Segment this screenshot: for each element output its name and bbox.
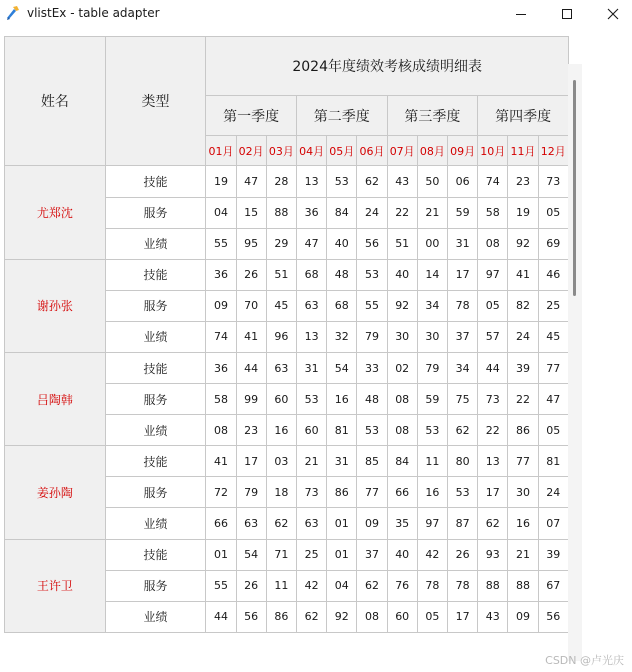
close-button[interactable] [590, 0, 632, 28]
score-cell[interactable]: 09 [206, 290, 236, 321]
category-cell[interactable]: 技能 [105, 259, 206, 290]
score-cell[interactable]: 69 [538, 228, 568, 259]
table-row[interactable] [5, 259, 569, 290]
score-cell[interactable]: 42 [417, 539, 447, 570]
score-cell[interactable]: 76 [387, 570, 417, 601]
score-cell[interactable]: 88 [478, 570, 508, 601]
person-name-cell[interactable]: 尤郑沈 [5, 166, 106, 259]
score-cell[interactable]: 77 [357, 477, 387, 508]
score-cell[interactable]: 11 [417, 446, 447, 477]
score-cell[interactable]: 66 [387, 477, 417, 508]
category-cell[interactable]: 服务 [105, 290, 206, 321]
score-cell[interactable]: 32 [327, 321, 357, 352]
score-cell[interactable]: 96 [266, 321, 296, 352]
score-cell[interactable]: 01 [327, 539, 357, 570]
score-cell[interactable]: 82 [508, 290, 538, 321]
score-cell[interactable]: 04 [327, 570, 357, 601]
score-cell[interactable]: 41 [508, 259, 538, 290]
score-cell[interactable]: 53 [296, 384, 326, 415]
score-cell[interactable]: 40 [327, 228, 357, 259]
score-cell[interactable]: 44 [236, 352, 266, 383]
score-cell[interactable]: 13 [296, 166, 326, 197]
score-cell[interactable]: 17 [448, 259, 478, 290]
score-cell[interactable]: 21 [417, 197, 447, 228]
score-cell[interactable]: 43 [387, 166, 417, 197]
quarter-header: 第二季度 [296, 96, 387, 136]
score-cell[interactable]: 08 [387, 384, 417, 415]
score-cell[interactable]: 11 [266, 570, 296, 601]
category-cell[interactable]: 业绩 [105, 508, 206, 539]
month-header: 08月 [417, 136, 447, 166]
scrollbar-thumb[interactable] [573, 80, 576, 296]
score-cell[interactable]: 99 [236, 384, 266, 415]
score-cell[interactable]: 77 [538, 352, 568, 383]
score-cell[interactable]: 63 [266, 352, 296, 383]
score-cell[interactable]: 33 [357, 352, 387, 383]
minimize-icon [515, 8, 527, 20]
score-cell[interactable]: 22 [478, 415, 508, 446]
score-cell[interactable]: 54 [327, 352, 357, 383]
month-header: 01月 [206, 136, 236, 166]
score-cell[interactable]: 42 [296, 570, 326, 601]
score-cell[interactable]: 78 [417, 570, 447, 601]
score-cell[interactable]: 09 [357, 508, 387, 539]
score-cell[interactable]: 57 [478, 321, 508, 352]
category-cell[interactable]: 服务 [105, 570, 206, 601]
person-name-cell[interactable]: 吕陶韩 [5, 352, 106, 445]
category-cell[interactable]: 业绩 [105, 415, 206, 446]
score-cell[interactable]: 53 [327, 166, 357, 197]
score-cell[interactable]: 04 [206, 197, 236, 228]
score-cell[interactable]: 73 [296, 477, 326, 508]
score-cell[interactable]: 72 [206, 477, 236, 508]
score-cell[interactable]: 63 [236, 508, 266, 539]
score-cell[interactable]: 26 [236, 259, 266, 290]
score-cell[interactable]: 67 [538, 570, 568, 601]
score-cell[interactable]: 68 [327, 290, 357, 321]
score-cell[interactable]: 31 [448, 228, 478, 259]
score-cell[interactable]: 56 [538, 601, 568, 632]
score-cell[interactable]: 47 [296, 228, 326, 259]
month-header: 10月 [478, 136, 508, 166]
month-header: 09月 [448, 136, 478, 166]
score-cell[interactable]: 35 [387, 508, 417, 539]
score-cell[interactable]: 14 [417, 259, 447, 290]
category-cell[interactable]: 技能 [105, 446, 206, 477]
category-cell[interactable]: 技能 [105, 352, 206, 383]
score-cell[interactable]: 26 [236, 570, 266, 601]
score-cell[interactable]: 13 [296, 321, 326, 352]
table-row[interactable] [5, 166, 569, 197]
score-cell[interactable]: 24 [538, 477, 568, 508]
score-cell[interactable]: 60 [387, 601, 417, 632]
month-header: 12月 [538, 136, 568, 166]
month-header: 02月 [236, 136, 266, 166]
score-cell[interactable]: 63 [296, 290, 326, 321]
score-cell[interactable]: 48 [327, 259, 357, 290]
score-cell[interactable]: 73 [538, 166, 568, 197]
score-cell[interactable]: 39 [508, 352, 538, 383]
score-cell[interactable]: 66 [206, 508, 236, 539]
category-cell[interactable]: 服务 [105, 477, 206, 508]
category-cell[interactable]: 服务 [105, 384, 206, 415]
score-cell[interactable]: 36 [206, 352, 236, 383]
score-cell[interactable]: 37 [357, 539, 387, 570]
score-cell[interactable]: 39 [538, 539, 568, 570]
score-cell[interactable]: 41 [236, 321, 266, 352]
quarter-header: 第一季度 [206, 96, 297, 136]
score-cell[interactable]: 17 [478, 477, 508, 508]
score-cell[interactable]: 17 [448, 601, 478, 632]
month-header: 06月 [357, 136, 387, 166]
score-cell[interactable]: 56 [357, 228, 387, 259]
score-cell[interactable]: 51 [387, 228, 417, 259]
score-cell[interactable]: 84 [387, 446, 417, 477]
score-cell[interactable]: 63 [296, 508, 326, 539]
score-cell[interactable]: 08 [206, 415, 236, 446]
watermark: CSDN @卢光庆 [545, 654, 624, 667]
score-cell[interactable]: 30 [508, 477, 538, 508]
score-cell[interactable]: 70 [236, 290, 266, 321]
score-cell[interactable]: 53 [357, 415, 387, 446]
minimize-button[interactable] [498, 0, 544, 28]
score-cell[interactable]: 01 [327, 508, 357, 539]
month-header: 05月 [327, 136, 357, 166]
score-cell[interactable]: 02 [387, 352, 417, 383]
score-cell[interactable]: 58 [478, 197, 508, 228]
score-cell[interactable]: 05 [538, 197, 568, 228]
score-cell[interactable]: 74 [478, 166, 508, 197]
score-cell[interactable]: 59 [448, 197, 478, 228]
score-cell[interactable]: 53 [448, 477, 478, 508]
client-area [0, 28, 632, 672]
score-cell[interactable]: 06 [448, 166, 478, 197]
score-cell[interactable]: 34 [417, 290, 447, 321]
window-title: vlistEx - table adapter [27, 6, 160, 20]
score-cell[interactable]: 22 [508, 384, 538, 415]
score-cell[interactable]: 55 [357, 290, 387, 321]
score-cell[interactable]: 51 [266, 259, 296, 290]
score-cell[interactable]: 09 [508, 601, 538, 632]
score-cell[interactable]: 17 [236, 446, 266, 477]
score-cell[interactable]: 79 [357, 321, 387, 352]
score-cell[interactable]: 62 [357, 570, 387, 601]
type-column-header: 类型 [105, 37, 206, 166]
score-cell[interactable]: 58 [206, 384, 236, 415]
score-cell[interactable]: 44 [478, 352, 508, 383]
score-cell[interactable]: 15 [236, 197, 266, 228]
score-cell[interactable]: 18 [266, 477, 296, 508]
category-cell[interactable]: 技能 [105, 166, 206, 197]
score-cell[interactable]: 29 [266, 228, 296, 259]
score-cell[interactable]: 31 [296, 352, 326, 383]
score-cell[interactable]: 93 [478, 539, 508, 570]
score-cell[interactable]: 16 [417, 477, 447, 508]
score-cell[interactable]: 78 [448, 570, 478, 601]
category-cell[interactable]: 业绩 [105, 228, 206, 259]
score-cell[interactable]: 21 [508, 539, 538, 570]
score-cell[interactable]: 74 [206, 321, 236, 352]
score-cell[interactable]: 55 [206, 228, 236, 259]
score-cell[interactable]: 92 [387, 290, 417, 321]
score-cell[interactable]: 55 [206, 570, 236, 601]
score-cell[interactable]: 37 [448, 321, 478, 352]
table-row[interactable] [5, 446, 569, 477]
score-cell[interactable]: 56 [236, 601, 266, 632]
score-cell[interactable]: 40 [387, 259, 417, 290]
score-cell[interactable]: 88 [266, 197, 296, 228]
score-cell[interactable]: 87 [448, 508, 478, 539]
category-cell[interactable]: 服务 [105, 197, 206, 228]
score-cell[interactable]: 21 [296, 446, 326, 477]
person-name-cell[interactable]: 王许卫 [5, 539, 106, 632]
name-column-header: 姓名 [5, 37, 106, 166]
score-cell[interactable]: 16 [508, 508, 538, 539]
score-cell[interactable]: 97 [417, 508, 447, 539]
category-cell[interactable]: 业绩 [105, 601, 206, 632]
score-cell[interactable]: 19 [206, 166, 236, 197]
score-cell[interactable]: 16 [266, 415, 296, 446]
table-row[interactable] [5, 352, 569, 383]
month-header: 11月 [508, 136, 538, 166]
score-cell[interactable]: 88 [508, 570, 538, 601]
score-cell[interactable]: 60 [296, 415, 326, 446]
score-cell[interactable]: 92 [327, 601, 357, 632]
score-cell[interactable]: 54 [236, 539, 266, 570]
score-cell[interactable]: 84 [327, 197, 357, 228]
performance-table[interactable] [4, 36, 569, 633]
score-cell[interactable]: 36 [206, 259, 236, 290]
app-icon [5, 5, 21, 21]
score-cell[interactable]: 81 [538, 446, 568, 477]
score-cell[interactable]: 50 [417, 166, 447, 197]
maximize-button[interactable] [544, 0, 590, 28]
score-cell[interactable]: 13 [478, 446, 508, 477]
score-cell[interactable]: 23 [508, 166, 538, 197]
maximize-icon [561, 8, 573, 20]
score-cell[interactable]: 45 [266, 290, 296, 321]
person-name-cell[interactable]: 谢孙张 [5, 259, 106, 352]
month-header: 07月 [387, 136, 417, 166]
score-cell[interactable]: 95 [236, 228, 266, 259]
score-cell[interactable]: 07 [538, 508, 568, 539]
score-cell[interactable]: 97 [478, 259, 508, 290]
score-cell[interactable]: 47 [236, 166, 266, 197]
score-cell[interactable]: 79 [417, 352, 447, 383]
score-cell[interactable]: 28 [266, 166, 296, 197]
score-cell[interactable]: 92 [508, 228, 538, 259]
score-cell[interactable]: 53 [417, 415, 447, 446]
score-cell[interactable]: 26 [448, 539, 478, 570]
score-cell[interactable]: 23 [236, 415, 266, 446]
score-cell[interactable]: 30 [387, 321, 417, 352]
score-cell[interactable]: 08 [387, 415, 417, 446]
score-cell[interactable]: 77 [508, 446, 538, 477]
month-header: 04月 [296, 136, 326, 166]
score-cell[interactable]: 59 [417, 384, 447, 415]
score-cell[interactable]: 19 [508, 197, 538, 228]
score-cell[interactable]: 62 [478, 508, 508, 539]
score-cell[interactable]: 25 [538, 290, 568, 321]
score-cell[interactable]: 86 [327, 477, 357, 508]
score-cell[interactable]: 46 [538, 259, 568, 290]
score-cell[interactable]: 30 [417, 321, 447, 352]
score-cell[interactable]: 62 [266, 508, 296, 539]
month-header: 03月 [266, 136, 296, 166]
score-cell[interactable]: 03 [266, 446, 296, 477]
table-row[interactable] [5, 539, 569, 570]
score-cell[interactable]: 25 [296, 539, 326, 570]
score-cell[interactable]: 60 [266, 384, 296, 415]
quarter-header: 第四季度 [478, 96, 569, 136]
score-cell[interactable]: 24 [357, 197, 387, 228]
score-cell[interactable]: 40 [387, 539, 417, 570]
close-icon [607, 8, 619, 20]
score-cell[interactable]: 43 [478, 601, 508, 632]
score-cell[interactable]: 01 [206, 539, 236, 570]
score-cell[interactable]: 62 [296, 601, 326, 632]
score-cell[interactable]: 05 [538, 415, 568, 446]
score-cell[interactable]: 62 [448, 415, 478, 446]
score-cell[interactable]: 24 [508, 321, 538, 352]
score-cell[interactable]: 80 [448, 446, 478, 477]
category-cell[interactable]: 技能 [105, 539, 206, 570]
person-name-cell[interactable]: 姜孙陶 [5, 446, 106, 539]
score-cell[interactable]: 86 [508, 415, 538, 446]
quarter-header: 第三季度 [387, 96, 478, 136]
score-cell[interactable]: 85 [357, 446, 387, 477]
score-cell[interactable]: 05 [417, 601, 447, 632]
score-cell[interactable]: 47 [538, 384, 568, 415]
score-cell[interactable]: 05 [478, 290, 508, 321]
score-cell[interactable]: 08 [478, 228, 508, 259]
table-title: 2024年度绩效考核成绩明细表 [206, 37, 569, 96]
category-cell[interactable]: 业绩 [105, 321, 206, 352]
score-cell[interactable]: 79 [236, 477, 266, 508]
score-cell[interactable]: 44 [206, 601, 236, 632]
score-cell[interactable]: 22 [387, 197, 417, 228]
score-cell[interactable]: 81 [327, 415, 357, 446]
score-cell[interactable]: 86 [266, 601, 296, 632]
score-cell[interactable]: 36 [296, 197, 326, 228]
score-cell[interactable]: 48 [357, 384, 387, 415]
score-cell[interactable]: 34 [448, 352, 478, 383]
score-cell[interactable]: 08 [357, 601, 387, 632]
score-cell[interactable]: 31 [327, 446, 357, 477]
score-cell[interactable]: 78 [448, 290, 478, 321]
score-cell[interactable]: 73 [478, 384, 508, 415]
score-cell[interactable]: 45 [538, 321, 568, 352]
score-cell[interactable]: 62 [357, 166, 387, 197]
score-cell[interactable]: 16 [327, 384, 357, 415]
header-row-title [5, 37, 569, 96]
score-cell[interactable]: 71 [266, 539, 296, 570]
score-cell[interactable]: 00 [417, 228, 447, 259]
title-bar [0, 0, 632, 28]
score-cell[interactable]: 75 [448, 384, 478, 415]
score-cell[interactable]: 41 [206, 446, 236, 477]
score-cell[interactable]: 68 [296, 259, 326, 290]
score-cell[interactable]: 53 [357, 259, 387, 290]
